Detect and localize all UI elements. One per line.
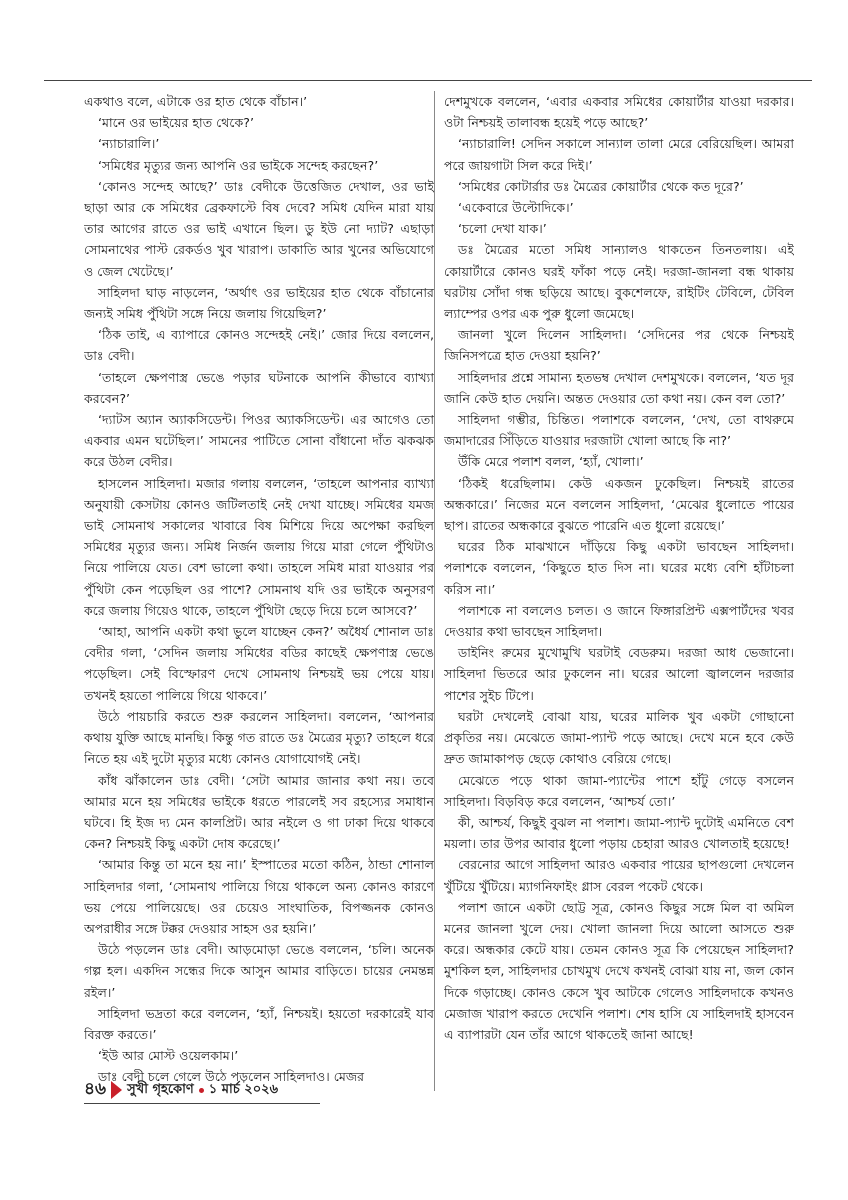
magazine-name: সুখী গৃহকোণ [127,1081,194,1097]
paragraph: পলাশকে না বললেও চলত। ও জানে ফিঙ্গারপ্রিন্ট এক্সপার্টদের খবর দেওয়ার কথা ভাবছেন সাহিলদা। [444,602,794,640]
paragraph: বেরনোর আগে সাহিলদা আরও একবার পায়ের ছাপগুলো দেখলেন খুঁটিয়ে খুঁটিয়ে। ম্যাগনিফাইং গ্লাস বেরল পকেট থেকে। [444,857,794,894]
paragraph: দেশমুখকে বললেন, ‘এবার একবার সমিধের কোয়ার্টার যাওয়া দরকার। ওটা নিশ্চয়ই তালাবন্ধ হয়েই পড়ে আছে?’ [444,94,794,131]
paragraph: মেঝেতে পড়ে থাকা জামা-প্যান্টের পাশে হাঁটু গেড়ে বসলেন সাহিলদা। বিড়বিড় করে বললেন, ‘আশ্চর্য তো।’ [444,772,794,809]
paragraph: কী, আশ্চর্য, কিছুই বুঝল না পলাশ। জামা-প্যান্ট দুটোই এমনিতে বেশ ময়লা। তার উপর আবার ধুলো পড়ায় চেহারা আরও খোলতাই হয়েছে! [444,814,794,852]
paragraph: জানলা খুলে দিলেন সাহিলদা। ‘সেদিনের পর থেকে নিশ্চয়ই জিনিসপত্রে হাত দেওয়া হয়নি?’ [444,327,794,364]
page-footer [84,1077,278,1103]
paragraph: সাহিলদা ঘাড় নাড়লেন, ‘অর্থাৎ ওর ভাইয়ের হাত থেকে বাঁচানোর জন্যই সমিধ পুঁথিটা সঙ্গে নিয়ে জলায় গিয়েছিল?’ [84,284,434,322]
paragraph: সাহিলদার প্রশ্নে সামান্য হতভম্ব দেখাল দেশমুখকে। বললেন, ‘যত দূর জানি কেউ হাত দেয়নি। অন্তত দেওয়ার তো কথা নয়। কেন বল তো?’ [444,369,794,406]
paragraph: ‘তাহলে ক্ষেপণাস্ত্র ভেঙে পড়ার ঘটনাকে আপনি কীভাবে ব্যাখ্যা করবেন?’ [84,369,434,406]
paragraph: সাহিলদা ভদ্রতা করে বললেন, ‘হ্যাঁ, নিশ্চয়ই। হয়তো দরকারেই যাব বিরক্ত করতে।’ [84,1005,434,1042]
paragraph: একথাও বলে, এটাকে ওর হাত থেকে বাঁচান।’ [84,94,308,109]
paragraph: ‘মানে ওর ভাইয়ের হাত থেকে?’ [98,115,254,131]
paragraph: সাহিলদা গম্ভীর, চিন্তিত। পলাশকে বললেন, ‘দেখ, তো বাথরুমে জমাদারের সিঁড়িতে যাওয়ার দরজাটা খোলা আছে কি না?’ [444,412,794,449]
paragraph: ‘ঠিক তাই, এ ব্যাপারে কোনও সন্দেহই নেই।’ জোর দিয়ে বললেন, ডাঃ বেদী। [84,327,434,364]
paragraph: ‘ন্যাচারালি! সেদিন সকালে সান্যাল তালা মেরে বেরিয়েছিল। আমরা পরে জায়গাটা সিল করে দিই।’ [444,136,794,173]
footer-rule [84,1103,320,1104]
paragraph: ‘আমার কিন্তু তা মনে হয় না।’ ইস্পাতের মতো কঠিন, ঠান্ডা শোনাল সাহিলদার গলা, ‘সোমনাথ পালিয়ে গিয়ে থাকলে অন্য কোনও কারণে ভয় পেয়ে পালিয়েছে। ওর চেয়েও সাংঘাতিক, বিপজ্জনক কোনও অপরাধীর সঙ্গে টক্কর দেওয়ার সাহস ওর হয়নি।’ [84,857,434,936]
paragraph: ‘কোনও সন্দেহ আছে?’ ডাঃ বেদীকে উত্তেজিত দেখাল, ওর ভাই ছাড়া আর কে সমিধের ব্রেকফাস্টে বিষ দেবে? সমিধ যেদিন মারা যায় তার আগের রাতে ওর ভাই এখানে ছিল। ডু ইউ নো দ্যাট? এছাড়া সোমনাথের পাস্ট রেকর্ডও খুব খারাপ। ডাকাতি আর খুনের অভিযোগে ও জেল খেটেছে।’ [84,178,434,279]
paragraph: উঁকি মেরে পলাশ বলল, ‘হ্যাঁ, খোলা।’ [458,454,644,470]
paragraph: পলাশ জানে একটা ছোট্ট সূত্র, কোনও কিছুর সঙ্গে মিল বা অমিল মনের জানলা খুলে দেয়। খোলা জানলা দিয়ে আলো আসতে শুরু করে। অন্ধকার কেটে যায়। তেমন কোনও সূত্র কি পেয়েছেন সাহিলদা? মুশকিল হল, সাহিলদার চোখমুখ দেখে কখনই বোঝা যায় না, জল কোন দিকে গড়াচ্ছে। কোনও কেসে খুব আটকে গেলেও সাহিলদাকে কখনও মেজাজ খারাপ করতে দেখেনি পলাশ। শেষ হাসি যে সাহিলদাই হাসবেন এ ব্যাপারটা যেন তাঁর আগে থাকতেই জানা আছে! [444,899,794,1042]
paragraph: ডাঃ বেদী চলে গেলে উঠে পড়লেন সাহিলদাও। মেজর [98,1069,365,1085]
column-divider [434,91,435,1091]
paragraph: ডাইনিং রুমের মুখোমুখি ঘরটাই বেডরুম। দরজা আধ ভেজানো। সাহিলদা ভিতরে আর ঢুকলেন না। ঘরের আলো জ্বাললেন দরজার পাশের সুইচ টিপে। [444,645,794,703]
page-number: ৪৬ [84,1079,107,1099]
article-column-right [444,91,794,1091]
bullet-dot-icon [199,1088,204,1093]
paragraph: ‘চলো দেখা যাক।’ [458,221,547,237]
issue-date: ১ মার্চ ২০২৬ [208,1081,279,1097]
chevron-right-icon [111,1081,122,1099]
paragraph: কাঁধ ঝাঁকালেন ডাঃ বেদী। ‘সেটা আমার জানার কথা নয়। তবে আমার মনে হয় সমিধের ভাইকে ধরতে পারলেই সব রহস্যের সমাধান ঘটবে। হি ইজ দ্য মেন কালপ্রিট। আর নইলে ও গা ঢাকা দিয়ে থাকবে কেন? নিশ্চয়ই কিছু একটা দোষ করেছে।’ [84,772,434,852]
paragraph: ‘একেবারে উল্টোদিকে।’ [458,200,574,216]
paragraph: উঠে পড়লেন ডাঃ বেদী। আড়মোড়া ভেঙে বললেন, ‘চলি। অনেক গল্প হল। একদিন সন্ধের দিকে আসুন আমার বাড়িতে। চায়ের নেমন্তন্ন রইল।’ [84,942,434,1000]
paragraph: ঘরের ঠিক মাঝখানে দাঁড়িয়ে কিছু একটা ভাবছেন সাহিলদা। পলাশকে বললেন, ‘কিছুতে হাত দিস না। ঘরের মধ্যে বেশি হাঁটাচলা করিস না।’ [444,539,794,597]
paragraph: ‘ইউ আর মোস্ট ওয়েলকাম।’ [98,1048,239,1064]
paragraph: ডঃ মৈত্রের মতো সমিধ সান্যালও থাকতেন তিনতলায়। এই কোয়ার্টারে কোনও ঘরই ফাঁকা পড়ে নেই। দরজা-জানলা বন্ধ থাকায় ঘরটায় সোঁদা গন্ধ ছড়িয়ে আছে। বুকশেলফে, রাইটিং টেবিলে, টেবিল ল্যাম্পের ওপর এক পুরু ধুলো জমেছে। [444,242,794,322]
paragraph: ‘সমিধের মৃত্যুর জন্য আপনি ওর ভাইকে সন্দেহ করছেন?’ [98,157,379,173]
article-column-left [84,91,434,1091]
paragraph: ‘দ্যাটস অ্যান অ্যাকসিডেন্ট। পিওর অ্যাকসিডেন্ট। এর আগেও তো একবার এমন ঘটেছিল।’ সামনের পাটিতে সোনা বাঁধানো দাঁত ঝকঝক করে উঠল বেদীর। [84,412,434,470]
paragraph: ‘ঠিকই ধরেছিলাম। কেউ একজন ঢুকেছিল। নিশ্চয়ই রাতের অন্ধকারে।’ নিজের মনে বললেন সাহিলদা, ‘মেঝের ধুলোতে পায়ের ছাপ। রাতের অন্ধকারে বুঝতে পারেনি এত ধুলো রয়েছে।’ [444,475,794,534]
paragraph: হাসলেন সাহিলদা। মজার গলায় বললেন, ‘তাহলে আপনার ব্যাখ্যা অনুযায়ী কেসটায় কোনও জটিলতাই নেই দেখা যাচ্ছে। সমিধের যমজ ভাই সোমনাথ সকালের খাবারে বিষ মিশিয়ে দিয়ে অপেক্ষা করছিল সমিধের মৃত্যুর জন্য। সমিধ নির্জন জলায় গিয়ে মারা গেলে পুঁথিটাও নিয়ে পালিয়ে যেত। বেশ ভালো কথা। তাহলে সমিধ মারা যাওয়ার পর পুঁথিটা কেন পড়েছিল ওর পাশে? সোমনাথ যদি ওর ভাইকে অনুসরণ করে জলায় গিয়েও থাকে, তাহলে পুঁথিটা ছেড়ে দিয়ে চলে আসবে?’ [84,475,434,618]
paragraph: ‘আহা, আপনি একটা কথা ভুলে যাচ্ছেন কেন?’ অধৈর্য শোনাল ডাঃ বেদীর গলা, ‘সেদিন জলায় সমিধের বডির কাছেই ক্ষেপণাস্ত্র ভেঙে পড়েছিল। সেই বিস্ফোরণ দেখে সোমনাথ নিশ্চয়ই ভয় পেয়ে যায়। তখনই হয়তো পালিয়ে গিয়ে থাকবে।’ [84,624,434,703]
header-rule [44,80,812,81]
paragraph: উঠে পায়চারি করতে শুরু করলেন সাহিলদা। বললেন, ‘আপনার কথায় যুক্তি আছে মানছি। কিন্তু গত রাতে ডঃ মৈত্রের মৃত্যু? তাহলে ধরে নিতে হয় এই দুটো মৃত্যুর মধ্যে কোনও যোগাযোগই নেই। [84,708,434,767]
paragraph: ‘ন্যাচারালি।’ [98,136,160,152]
paragraph: ঘরটা দেখলেই বোঝা যায়, ঘরের মালিক খুব একটা গোছানো প্রকৃতির নয়। মেঝেতে জামা-প্যান্ট পড়ে আছে। দেখে মনে হবে কেউ দ্রুত জামাকাপড় ছেড়ে কোথাও বেরিয়ে গেছে। [444,708,794,767]
paragraph: ‘সমিধের কোটার্রার ডঃ মৈত্রের কোয়ার্টার থেকে কত দূরে?’ [458,178,744,194]
